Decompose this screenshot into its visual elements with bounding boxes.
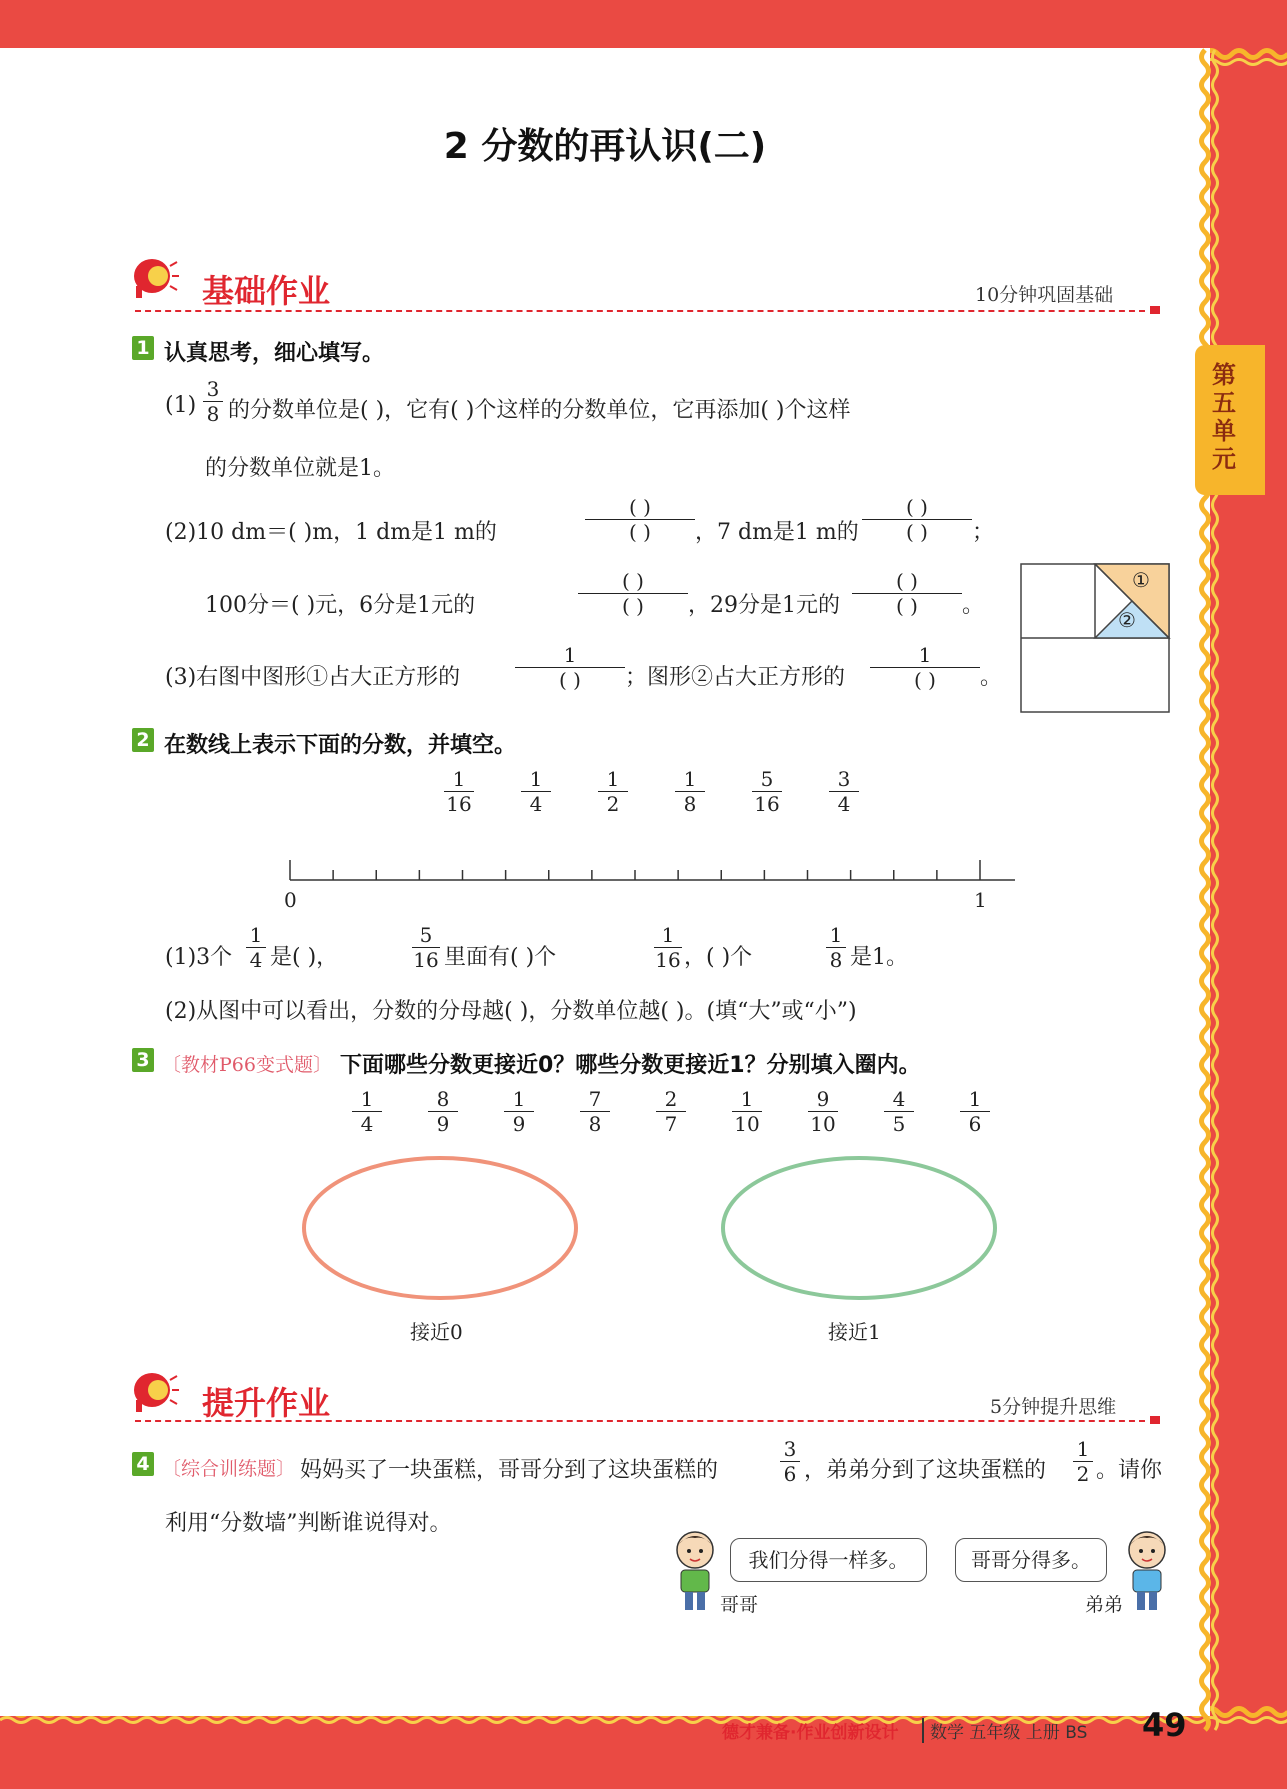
question-number: 2: [132, 728, 154, 752]
speech-bubble-right: 哥哥分得多。: [955, 1538, 1107, 1582]
question-title: 认真思考，细心填写。: [164, 341, 385, 366]
fraction: 3 6: [780, 1438, 800, 1485]
boy-character-icon: [665, 1526, 725, 1616]
question-title: 在数线上表示下面的分数，并填空。: [164, 733, 517, 758]
fraction: 4 5: [884, 1088, 914, 1135]
worksheet-page: [0, 48, 1210, 1744]
question-number: 1: [132, 336, 154, 360]
fraction: 1 2: [598, 768, 628, 815]
q1-part3-text-b: ；图形②占大正方形的: [625, 665, 846, 690]
q2-part1-text-c: 里面有( )个: [444, 945, 557, 970]
fraction: 1 10: [732, 1088, 762, 1135]
fraction: 3 8: [203, 378, 223, 425]
divider-cap: [1150, 306, 1160, 314]
q1-part1-label: (1): [165, 393, 197, 418]
unit-side-tab: [1195, 345, 1265, 495]
number-line-end: 1: [974, 888, 987, 912]
question-number: 4: [132, 1452, 154, 1476]
q4-text-d: 利用“分数墙”判断谁说得对。: [165, 1511, 452, 1536]
fraction: 9 10: [808, 1088, 838, 1135]
ellipse-near-zero: [295, 1153, 585, 1308]
section-note-advanced: 5分钟提升思维: [990, 1396, 1117, 1418]
question-tag: 〔综合训练题〕: [162, 1458, 296, 1480]
q4-text-b: ，弟弟分到了这块蛋糕的: [804, 1458, 1047, 1483]
q2-part1-text: (1)3个: [165, 945, 233, 970]
divider-cap: [1150, 1416, 1160, 1424]
question-title: 下面哪些分数更接近0？哪些分数更接近1？分别填入圈内。: [340, 1053, 921, 1078]
fraction: 7 8: [580, 1088, 610, 1135]
q1-part2-text-f: 。: [962, 593, 985, 618]
fraction-blank[interactable]: ( ) ( ): [852, 570, 962, 617]
q1-part1-text-cont: 的分数单位就是1。: [205, 456, 395, 481]
fraction: 1 16: [655, 923, 681, 972]
number-line: [280, 848, 1020, 908]
character-name-right: 弟弟: [1085, 1594, 1124, 1616]
fraction-blank[interactable]: ( ) ( ): [585, 496, 695, 543]
question-tag: 〔教材P66变式题〕: [162, 1054, 332, 1076]
figure-label-2: ②: [1118, 608, 1136, 632]
q1-part3-text-c: 。: [980, 665, 1003, 690]
q2-part1-text-e: 是1。: [850, 945, 908, 970]
fraction: 1 4: [246, 924, 266, 971]
fraction-blank[interactable]: 1 ( ): [870, 644, 980, 691]
fraction: 5 16: [752, 768, 782, 815]
fraction: 5 16: [413, 923, 439, 972]
question-number: 3: [132, 1048, 154, 1072]
younger-brother-character-icon: [1117, 1526, 1177, 1616]
fraction-blank[interactable]: 1 ( ): [515, 644, 625, 691]
q1-part2-text-b: ，7 dm是1 m的: [695, 520, 859, 545]
q4-text: 妈妈买了一块蛋糕，哥哥分到了这块蛋糕的: [300, 1458, 719, 1483]
fraction: 1 16: [444, 768, 474, 815]
q2-part1-text-b: 是( )，: [270, 945, 339, 970]
fraction: 3 4: [829, 768, 859, 815]
fraction: 1 4: [352, 1088, 382, 1135]
section-divider: [135, 310, 1145, 312]
label-near-one: 接近1: [828, 1320, 881, 1344]
page-title: 2 分数的再认识(二): [443, 126, 767, 167]
fraction: 1 4: [521, 768, 551, 815]
unit-side-tab-label: 第五单元: [1212, 361, 1236, 473]
fraction: 1 6: [960, 1088, 990, 1135]
q1-part3-text: (3)右图中图形①占大正方形的: [165, 665, 461, 690]
footer-subject: 数学 五年级 上册 BS: [922, 1718, 1087, 1743]
right-wavy-border: [1195, 50, 1225, 1720]
horn-icon: [130, 1368, 180, 1414]
q1-part2-text-e: ，29分是1元的: [688, 593, 840, 618]
q1-part2-text-d: 100分＝( )元，6分是1元的: [205, 593, 476, 618]
footer-brand: 德才兼备·作业创新设计: [722, 1723, 899, 1743]
q1-part2-text: (2)10 dm＝( )m，1 dm是1 m的: [165, 520, 497, 545]
fraction: 2 7: [656, 1088, 686, 1135]
ellipse-near-one: [714, 1153, 1004, 1308]
horn-icon: [130, 254, 180, 300]
fraction: 1 2: [1073, 1438, 1093, 1485]
speech-bubble-left: 我们分得一样多。: [730, 1538, 927, 1582]
q1-part2-text-c: ；: [972, 520, 995, 545]
label-near-zero: 接近0: [410, 1320, 463, 1344]
page-number: 49: [1142, 1706, 1187, 1744]
section-title-advanced: 提升作业: [202, 1384, 331, 1422]
fraction: 1 8: [675, 768, 705, 815]
fraction-blank[interactable]: ( ) ( ): [862, 496, 972, 543]
fraction: 1 8: [826, 924, 846, 971]
fraction: 8 9: [428, 1088, 458, 1135]
section-title-basic: 基础作业: [202, 272, 331, 310]
q2-part2-text: (2)从图中可以看出，分数的分母越( )，分数单位越( )。(填“大”或“小”): [165, 999, 857, 1024]
section-note-basic: 10分钟巩固基础: [975, 284, 1114, 306]
number-line-start: 0: [284, 888, 297, 912]
q4-text-c: 。请你: [1096, 1458, 1163, 1483]
q1-part1-text: 的分数单位是( )，它有( )个这样的分数单位，它再添加( )个这样: [228, 398, 851, 423]
character-name-left: 哥哥: [720, 1594, 759, 1616]
fraction-blank[interactable]: ( ) ( ): [578, 570, 688, 617]
fraction: 1 9: [504, 1088, 534, 1135]
section-divider: [135, 1420, 1145, 1422]
figure-label-1: ①: [1132, 568, 1150, 592]
q2-part1-text-d: ，( )个: [684, 945, 753, 970]
